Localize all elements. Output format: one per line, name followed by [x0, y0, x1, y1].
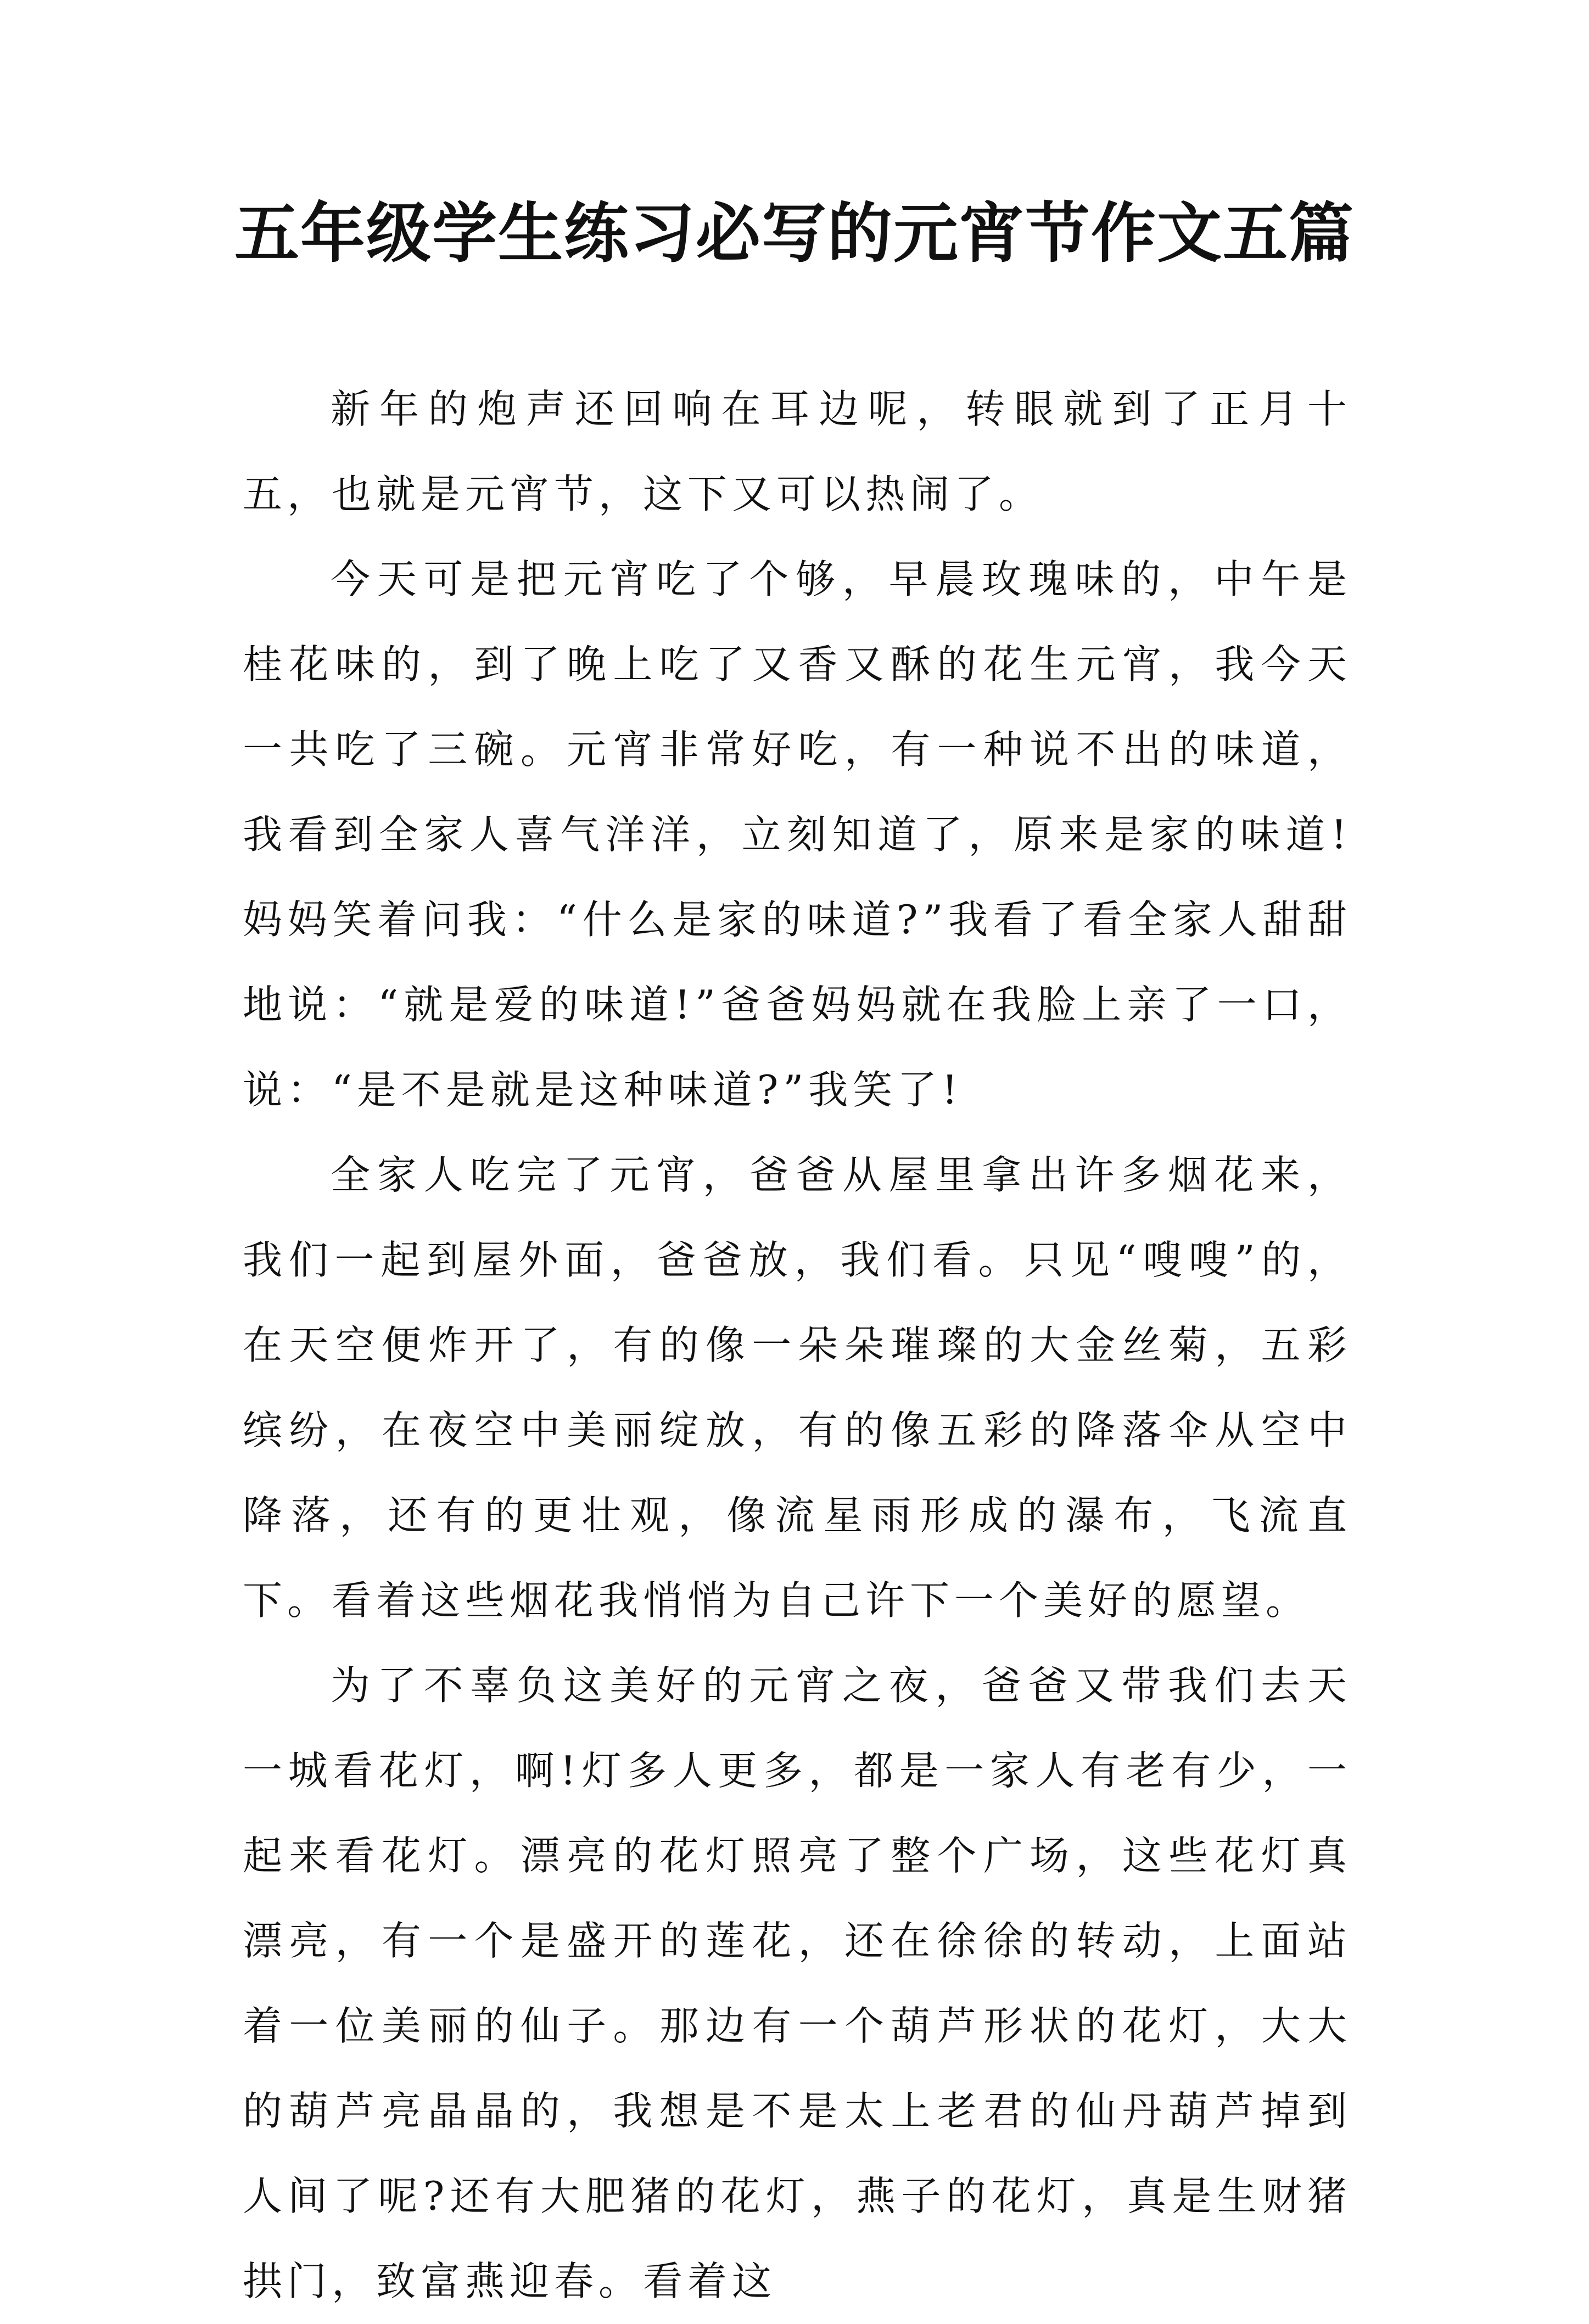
document-title: 五年级学生练习必写的元宵节作文五篇: [234, 195, 1355, 271]
paragraph-3: 全家人吃完了元宵，爸爸从屋里拿出许多烟花来，我们一起到屋外面，爸爸放，我们看。只见“嗖嗖”的，在天空便炸开了，有的像一朵朵璀璨的大金丝菊，五彩缤纷，在夜空中美丽绽放，有的像五彩的降落伞从空中降落，还有的更壮观，像流星雨形成的瀑布，飞流直下。看着这些烟花我悄悄为自己许下一个美好的愿望。: [243, 1152, 1352, 1623]
paragraph-4: 为了不辜负这美好的元宵之夜，爸爸又带我们去天一城看花灯，啊!灯多人更多，都是一家人有老有少，一起来看花灯。漂亮的花灯照亮了整个广场，这些花灯真漂亮，有一个是盛开的莲花，还在徐徐的转动，上面站着一位美丽的仙子。那边有一个葫芦形状的花灯，大大的葫芦亮晶晶的，我想是不是太上老君的仙丹葫芦掉到人间了呢?还有大肥猪的花灯，燕子的花灯，真是生财猪拱门，致富燕迎春。看着这: [243, 1662, 1352, 2304]
paragraph-2: 今天可是把元宵吃了个够，早晨玫瑰味的，中午是桂花味的，到了晚上吃了又香又酥的花生元宵，我今天一共吃了三碗。元宵非常好吃，有一种说不出的味道，我看到全家人喜气洋洋，立刻知道了，原来是家的味道!妈妈笑着问我：“什么是家的味道?”我看了看全家人甜甜地说：“就是爱的味道!”爸爸妈妈就在我脸上亲了一口，说：“是不是就是这种味道?”我笑了!: [243, 556, 1352, 1113]
paragraph-1: 新年的炮声还回响在耳边呢，转眼就到了正月十五，也就是元宵节，这下又可以热闹了。: [243, 386, 1352, 517]
document-body: [243, 367, 1352, 2324]
